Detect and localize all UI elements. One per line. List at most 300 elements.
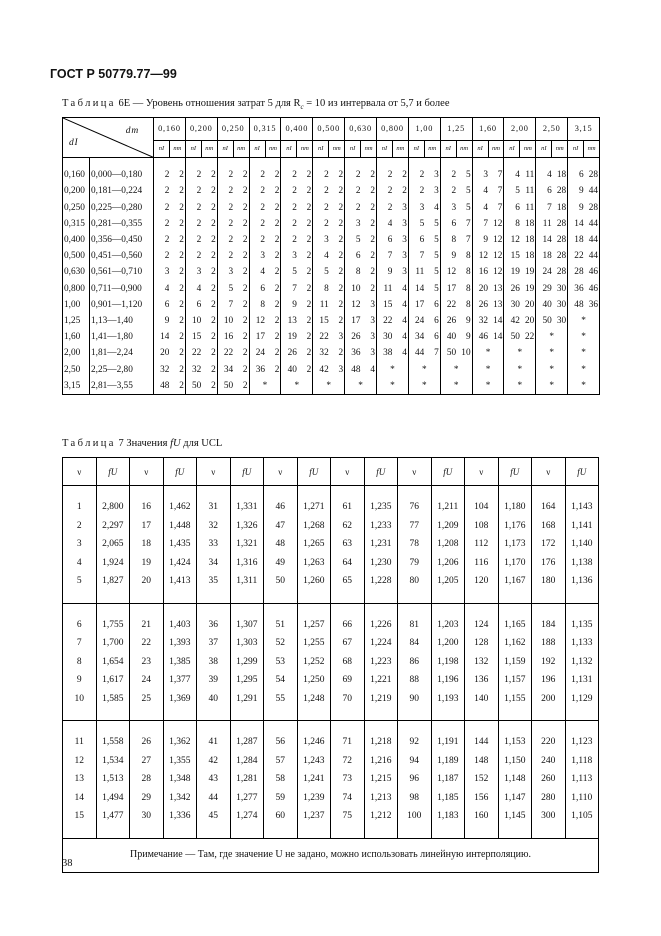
table-row xyxy=(63,281,600,297)
table7-cell-nu: 44 xyxy=(197,789,231,808)
table6-cell-ni: 2 xyxy=(249,232,265,248)
table-row xyxy=(63,248,600,264)
table7-cell-nu: 1 xyxy=(63,498,97,517)
table6-cell-ni: 18 xyxy=(568,232,584,248)
table6-cell-ni: 12 xyxy=(345,297,361,313)
table-row xyxy=(63,572,599,591)
table7 xyxy=(62,457,599,873)
table6-cell-nt: 44 xyxy=(584,216,600,232)
table7-header-nu: ν xyxy=(264,458,298,486)
table7-cell-nu: 46 xyxy=(264,498,298,517)
table6-cell-star: * xyxy=(377,378,409,395)
table6-cell-ni: 2 xyxy=(345,200,361,216)
table6-cell-ni: 2 xyxy=(313,216,329,232)
table6-cell-nt: 2 xyxy=(233,345,249,361)
table6-subheader-ni: nI xyxy=(281,141,297,158)
table6-cell-ni: 36 xyxy=(249,362,265,378)
table6-cell-ni: 6 xyxy=(249,281,265,297)
table6-cell-ni: 4 xyxy=(472,183,488,199)
table7-cell-fu: 1,243 xyxy=(297,752,331,771)
table6-cell-nt: 2 xyxy=(265,167,281,183)
table7-cell-fu: 1,263 xyxy=(297,554,331,573)
table7-cell-fu: 1,206 xyxy=(431,554,465,573)
table7-cell-fu: 1,165 xyxy=(498,616,532,635)
table6-cell-nt: 19 xyxy=(520,264,536,280)
table6-cell-ni: 2 xyxy=(217,216,233,232)
table6-cell-nt: 3 xyxy=(392,200,408,216)
table6-cell-ni: 2 xyxy=(377,167,393,183)
table6-cell-ni: 19 xyxy=(281,329,297,345)
table6-cell-ni: 2 xyxy=(377,183,393,199)
table6-cell-nt: 10 xyxy=(456,345,472,361)
table6-cell-ni: 22 xyxy=(185,345,201,361)
table6-cell-ni: 2 xyxy=(217,232,233,248)
table6-col-header: 1,00 xyxy=(408,118,440,141)
table7-cell-fu: 1,231 xyxy=(364,535,398,554)
table7-cell-nu: 9 xyxy=(63,671,97,690)
table7-cell-fu: 1,140 xyxy=(565,535,599,554)
table6-row-d: 1,25 xyxy=(63,313,90,329)
table6-cell-nt: 5 xyxy=(424,232,440,248)
table6-cell-ni: 7 xyxy=(377,248,393,264)
table6-cell-nt: 2 xyxy=(361,216,377,232)
table6-cell-ni: 9 xyxy=(568,183,584,199)
table6-cell-ni: 3 xyxy=(345,216,361,232)
table6-cell-ni: 4 xyxy=(377,216,393,232)
table6-subheader-nt: nт xyxy=(552,141,568,158)
table6-subheader-ni: nI xyxy=(313,141,329,158)
table7-cell-fu: 1,424 xyxy=(163,554,197,573)
table7-spacer xyxy=(532,826,566,839)
table7-spacer xyxy=(498,603,532,616)
table6-cell-ni: 16 xyxy=(472,264,488,280)
table7-spacer xyxy=(465,826,499,839)
table6-row-range: 1,81—2,24 xyxy=(90,345,154,361)
table6-cell-ni: 2 xyxy=(249,216,265,232)
table7-cell-nu: 7 xyxy=(63,634,97,653)
table7-cell-nu: 77 xyxy=(398,517,432,536)
table7-spacer xyxy=(264,603,298,616)
table6-cell-nt: 2 xyxy=(201,264,217,280)
table6-cell-nt: 46 xyxy=(584,281,600,297)
table7-cell-fu: 1,226 xyxy=(364,616,398,635)
table6-cell-nt: 2 xyxy=(169,232,185,248)
table6-spacer xyxy=(472,158,504,168)
table6-cell-ni: 2 xyxy=(440,183,456,199)
table-row xyxy=(63,498,599,517)
table6-cell-ni: 22 xyxy=(377,313,393,329)
table6-cell-nt: 2 xyxy=(233,281,249,297)
table6-cell-star: * xyxy=(568,313,600,329)
table7-cell-fu: 1,141 xyxy=(565,517,599,536)
table6-spacer xyxy=(377,158,409,168)
table7-cell-fu: 1,233 xyxy=(364,517,398,536)
table7-cell-fu: 1,385 xyxy=(163,653,197,672)
table6-cell-ni: 9 xyxy=(568,200,584,216)
table6-cell-ni: 40 xyxy=(440,329,456,345)
table6-cell-nt: 2 xyxy=(169,297,185,313)
table7-cell-nu: 180 xyxy=(532,572,566,591)
table6-cell-ni: 2 xyxy=(249,200,265,216)
table7-spacer xyxy=(498,721,532,734)
table6-subheader-ni: nI xyxy=(377,141,393,158)
table6-cell-nt: 12 xyxy=(488,248,504,264)
table7-caption-symbol: fU xyxy=(170,438,181,449)
table7-cell-nu: 13 xyxy=(63,770,97,789)
table6-subheader-nt: nт xyxy=(488,141,504,158)
table6-cell-ni: 6 xyxy=(440,216,456,232)
table7-cell-fu: 1,219 xyxy=(364,690,398,709)
table7-header-nu: ν xyxy=(398,458,432,486)
table6-subheader-nt: nт xyxy=(201,141,217,158)
table6-cell-nt: 2 xyxy=(297,329,313,345)
table7-cell-nu: 27 xyxy=(130,752,164,771)
table-row xyxy=(63,554,599,573)
table7-cell-nu: 5 xyxy=(63,572,97,591)
table6-cell-star: * xyxy=(568,362,600,378)
table6-cell-nt: 2 xyxy=(201,297,217,313)
table7-cell-nu: 136 xyxy=(465,671,499,690)
table6-cell-star: * xyxy=(313,378,345,395)
table6-row-d: 0,250 xyxy=(63,200,90,216)
table6-cell-ni: 50 xyxy=(440,345,456,361)
table6-cell-ni: 2 xyxy=(217,167,233,183)
table7-cell-nu: 69 xyxy=(331,671,365,690)
table6-cell-ni: 8 xyxy=(440,232,456,248)
table6-cell-ni: 6 xyxy=(345,248,361,264)
table7-cell-nu: 66 xyxy=(331,616,365,635)
table6-cell-nt: 2 xyxy=(329,183,345,199)
table6-cell-nt: 2 xyxy=(265,345,281,361)
table7-spacer xyxy=(130,708,164,721)
table6-cell-ni: 22 xyxy=(217,345,233,361)
table6-cell-ni: 24 xyxy=(249,345,265,361)
table7-cell-fu: 1,136 xyxy=(565,572,599,591)
table7-header-fu: fU xyxy=(498,458,532,486)
table7-cell-nu: 192 xyxy=(532,653,566,672)
table7-cell-fu: 1,257 xyxy=(297,616,331,635)
table6-cell-nt: 2 xyxy=(201,313,217,329)
table6-cell-nt: 2 xyxy=(329,264,345,280)
table7-spacer xyxy=(331,708,365,721)
table7-header-fu: fU xyxy=(565,458,599,486)
table7-cell-fu: 1,135 xyxy=(565,616,599,635)
table7-cell-fu: 1,585 xyxy=(96,690,130,709)
table6-cell-ni: 2 xyxy=(345,183,361,199)
table7-header-nu: ν xyxy=(197,458,231,486)
table7-cell-fu: 1,105 xyxy=(565,807,599,826)
table6-cell-nt: 7 xyxy=(456,216,472,232)
table7-cell-fu: 1,212 xyxy=(364,807,398,826)
table7-cell-nu: 42 xyxy=(197,752,231,771)
table7-cell-fu: 1,223 xyxy=(364,653,398,672)
table6-cell-nt: 2 xyxy=(297,362,313,378)
table6-cell-nt: 3 xyxy=(361,297,377,313)
table6-cell-ni: 8 xyxy=(313,281,329,297)
table6-cell-ni: 8 xyxy=(249,297,265,313)
table6-cell-ni: 15 xyxy=(185,329,201,345)
table7-spacer xyxy=(96,826,130,839)
table-row xyxy=(63,264,600,280)
table7-spacer xyxy=(230,486,264,499)
table7-spacer xyxy=(398,591,432,604)
table7-spacer xyxy=(532,591,566,604)
table7-spacer xyxy=(163,721,197,734)
table7-cell-nu: 41 xyxy=(197,733,231,752)
table6-cell-nt: 2 xyxy=(329,313,345,329)
table6-cell-nt: 30 xyxy=(552,281,568,297)
table7-cell-nu: 164 xyxy=(532,498,566,517)
table6-cell-star: * xyxy=(536,345,568,361)
page-number: 38 xyxy=(62,858,73,869)
table6-corner-left: dI xyxy=(69,138,79,148)
table6-cell-ni: 3 xyxy=(185,264,201,280)
table6-cell-star: * xyxy=(249,378,281,395)
table7-cell-fu: 1,213 xyxy=(364,789,398,808)
table7-cell-nu: 65 xyxy=(331,572,365,591)
table7-cell-fu: 1,170 xyxy=(498,554,532,573)
table6-cell-nt: 3 xyxy=(329,362,345,378)
table6-caption-sub: c xyxy=(300,103,304,112)
table7-cell-fu: 1,123 xyxy=(565,733,599,752)
table6-cell-nt: 28 xyxy=(552,216,568,232)
table7-spacer xyxy=(264,486,298,499)
table6-cell-ni: 11 xyxy=(377,281,393,297)
table6-cell-ni: 22 xyxy=(568,248,584,264)
table6-cell-ni: 42 xyxy=(504,313,520,329)
table7-spacer xyxy=(63,603,97,616)
table7-cell-fu: 1,150 xyxy=(498,752,532,771)
table7-spacer xyxy=(230,603,264,616)
table7-cell-fu: 1,494 xyxy=(96,789,130,808)
table6-row-d: 0,500 xyxy=(63,248,90,264)
table6-cell-ni: 50 xyxy=(536,313,552,329)
table7-cell-fu: 1,477 xyxy=(96,807,130,826)
table6-cell-nt: 36 xyxy=(584,297,600,313)
table6-cell-ni: 2 xyxy=(217,248,233,264)
table7-spacer xyxy=(364,708,398,721)
table-row xyxy=(63,200,600,216)
table6-cell-star: * xyxy=(408,362,440,378)
table6-cell-ni: 2 xyxy=(281,200,297,216)
table6-cell-nt: 5 xyxy=(424,216,440,232)
table6-cell-ni: 29 xyxy=(536,281,552,297)
table7-spacer xyxy=(364,603,398,616)
table6-cell-ni: 7 xyxy=(408,248,424,264)
table7-cell-fu: 1,558 xyxy=(96,733,130,752)
table6-subheader-nt: nт xyxy=(169,141,185,158)
table6-cell-nt: 4 xyxy=(392,313,408,329)
table6-cell-nt: 2 xyxy=(329,232,345,248)
table7-cell-nu: 50 xyxy=(264,572,298,591)
table6-cell-ni: 2 xyxy=(249,183,265,199)
table7-cell-fu: 1,311 xyxy=(230,572,264,591)
table6-cell-ni: 5 xyxy=(281,264,297,280)
table6-cell-ni: 3 xyxy=(313,232,329,248)
table7-cell-fu: 2,065 xyxy=(96,535,130,554)
table7-cell-nu: 58 xyxy=(264,770,298,789)
table6-cell-ni: 2 xyxy=(185,248,201,264)
table6-cell-ni: 8 xyxy=(345,264,361,280)
table6-cell-nt: 12 xyxy=(488,264,504,280)
table6-cell-ni: 5 xyxy=(345,232,361,248)
table7-spacer xyxy=(431,708,465,721)
table7-cell-fu: 1,221 xyxy=(364,671,398,690)
table7-spacer xyxy=(297,721,331,734)
table6-col-header: 2,50 xyxy=(536,118,568,141)
table7-spacer xyxy=(364,591,398,604)
table7-cell-fu: 1,191 xyxy=(431,733,465,752)
table7-spacer xyxy=(498,486,532,499)
table7-cell-fu: 1,827 xyxy=(96,572,130,591)
table6-cell-ni: 10 xyxy=(345,281,361,297)
table6-cell-nt: 18 xyxy=(520,248,536,264)
table6-cell-nt: 19 xyxy=(520,281,536,297)
table6-cell-nt: 2 xyxy=(265,329,281,345)
table6-cell-nt: 11 xyxy=(520,200,536,216)
table6-col-header: 0,400 xyxy=(281,118,313,141)
table6-row-d: 0,800 xyxy=(63,281,90,297)
table7-cell-fu: 1,342 xyxy=(163,789,197,808)
table6-spacer xyxy=(313,158,345,168)
table6-cell-nt: 12 xyxy=(488,232,504,248)
table7-spacer xyxy=(431,486,465,499)
table6-cell-nt: 3 xyxy=(424,167,440,183)
table6-cell-star: * xyxy=(536,378,568,395)
table7-cell-fu: 1,271 xyxy=(297,498,331,517)
table7-cell-fu: 2,800 xyxy=(96,498,130,517)
table6-cell-nt: 28 xyxy=(552,183,568,199)
table6-cell-nt: 4 xyxy=(392,281,408,297)
table7-cell-fu: 1,355 xyxy=(163,752,197,771)
table7-cell-nu: 49 xyxy=(264,554,298,573)
table6-cell-star: * xyxy=(568,329,600,345)
table6-cell-nt: 2 xyxy=(297,200,313,216)
table7-spacer xyxy=(63,721,97,734)
table6-cell-nt: 3 xyxy=(361,345,377,361)
table7-spacer xyxy=(565,591,599,604)
table6-spacer xyxy=(440,158,472,168)
table6-subheader-ni: nI xyxy=(249,141,265,158)
table6-label: Таблица xyxy=(62,98,116,109)
table7-cell-nu: 78 xyxy=(398,535,432,554)
table7-cell-nu: 24 xyxy=(130,671,164,690)
table6-cell-ni: 6 xyxy=(536,183,552,199)
table7-spacer xyxy=(532,708,566,721)
table7-spacer xyxy=(230,591,264,604)
table7-cell-nu: 240 xyxy=(532,752,566,771)
table6-cell-nt: 2 xyxy=(361,281,377,297)
table6-cell-nt: 2 xyxy=(265,313,281,329)
table7-cell-nu: 148 xyxy=(465,752,499,771)
table6-cell-nt: 5 xyxy=(424,248,440,264)
table6-cell-ni: 2 xyxy=(313,183,329,199)
table6-cell-ni: 9 xyxy=(281,297,297,313)
table6-cell-nt: 5 xyxy=(424,264,440,280)
table7-cell-nu: 18 xyxy=(130,535,164,554)
table6-cell-ni: 40 xyxy=(281,362,297,378)
table6-cell-nt: 2 xyxy=(233,232,249,248)
table7-cell-fu: 1,287 xyxy=(230,733,264,752)
table7-spacer xyxy=(130,826,164,839)
table6-cell-star: * xyxy=(440,378,472,395)
table6-cell-nt: 2 xyxy=(329,345,345,361)
table6-row-d: 1,60 xyxy=(63,329,90,345)
table6-cell-ni: 40 xyxy=(536,297,552,313)
table7-cell-nu: 64 xyxy=(331,554,365,573)
table6-cell-nt: 12 xyxy=(488,216,504,232)
table6-cell-ni: 32 xyxy=(185,362,201,378)
table6-spacer xyxy=(345,158,377,168)
table6-cell-ni: 44 xyxy=(408,345,424,361)
table7-cell-fu: 1,268 xyxy=(297,517,331,536)
table7-cell-fu: 1,307 xyxy=(230,616,264,635)
table6-cell-nt: 4 xyxy=(361,362,377,378)
table-row xyxy=(63,690,599,709)
table6-row-range: 2,25—2,80 xyxy=(90,362,154,378)
table7-cell-fu: 1,369 xyxy=(163,690,197,709)
table6-cell-star: * xyxy=(472,362,504,378)
table6-cell-ni: 48 xyxy=(345,362,361,378)
table6-cell-star: * xyxy=(504,378,536,395)
table6-cell-nt: 4 xyxy=(392,345,408,361)
table6-cell-nt: 20 xyxy=(520,313,536,329)
table7-cell-fu: 1,284 xyxy=(230,752,264,771)
table6-cell-nt: 2 xyxy=(361,200,377,216)
table6-cell-ni: 50 xyxy=(504,329,520,345)
table6-cell-star: * xyxy=(536,362,568,378)
table6-cell-nt: 2 xyxy=(233,183,249,199)
table7-cell-fu: 1,205 xyxy=(431,572,465,591)
table6-cell-nt: 4 xyxy=(392,297,408,313)
table6-cell-nt: 2 xyxy=(169,313,185,329)
table7-spacer xyxy=(163,603,197,616)
table7-cell-nu: 30 xyxy=(130,807,164,826)
table6-cell-nt: 2 xyxy=(169,264,185,280)
table6-cell-nt: 2 xyxy=(233,329,249,345)
table7-spacer xyxy=(398,708,432,721)
table7-cell-fu: 1,336 xyxy=(163,807,197,826)
table6-cell-ni: 7 xyxy=(217,297,233,313)
table7-cell-nu: 74 xyxy=(331,789,365,808)
table7-spacer xyxy=(63,708,97,721)
table6-cell-nt: 2 xyxy=(169,345,185,361)
table6-cell-nt: 18 xyxy=(552,167,568,183)
table6-cell-nt: 2 xyxy=(233,362,249,378)
table6-cell-nt: 3 xyxy=(361,313,377,329)
table7-cell-nu: 60 xyxy=(264,807,298,826)
table6-cell-nt: 2 xyxy=(329,200,345,216)
table7-cell-fu: 1,113 xyxy=(565,770,599,789)
table7-spacer xyxy=(163,486,197,499)
table7-cell-fu: 1,413 xyxy=(163,572,197,591)
table6-cell-ni: 2 xyxy=(217,200,233,216)
table6-col-header: 0,500 xyxy=(313,118,345,141)
table6-cell-ni: 26 xyxy=(504,281,520,297)
table6-col-header: 1,60 xyxy=(472,118,504,141)
table7-cell-fu: 1,239 xyxy=(297,789,331,808)
table6-cell-nt: 3 xyxy=(361,329,377,345)
table6-col-header: 0,630 xyxy=(345,118,377,141)
table6-cell-nt: 14 xyxy=(488,329,504,345)
table7-cell-nu: 6 xyxy=(63,616,97,635)
table6-subheader-nt: nт xyxy=(297,141,313,158)
table6-cell-ni: 3 xyxy=(217,264,233,280)
table7-cell-nu: 120 xyxy=(465,572,499,591)
table6-cell-ni: 9 xyxy=(440,248,456,264)
table6-row-d: 0,400 xyxy=(63,232,90,248)
table6-cell-ni: 4 xyxy=(536,167,552,183)
